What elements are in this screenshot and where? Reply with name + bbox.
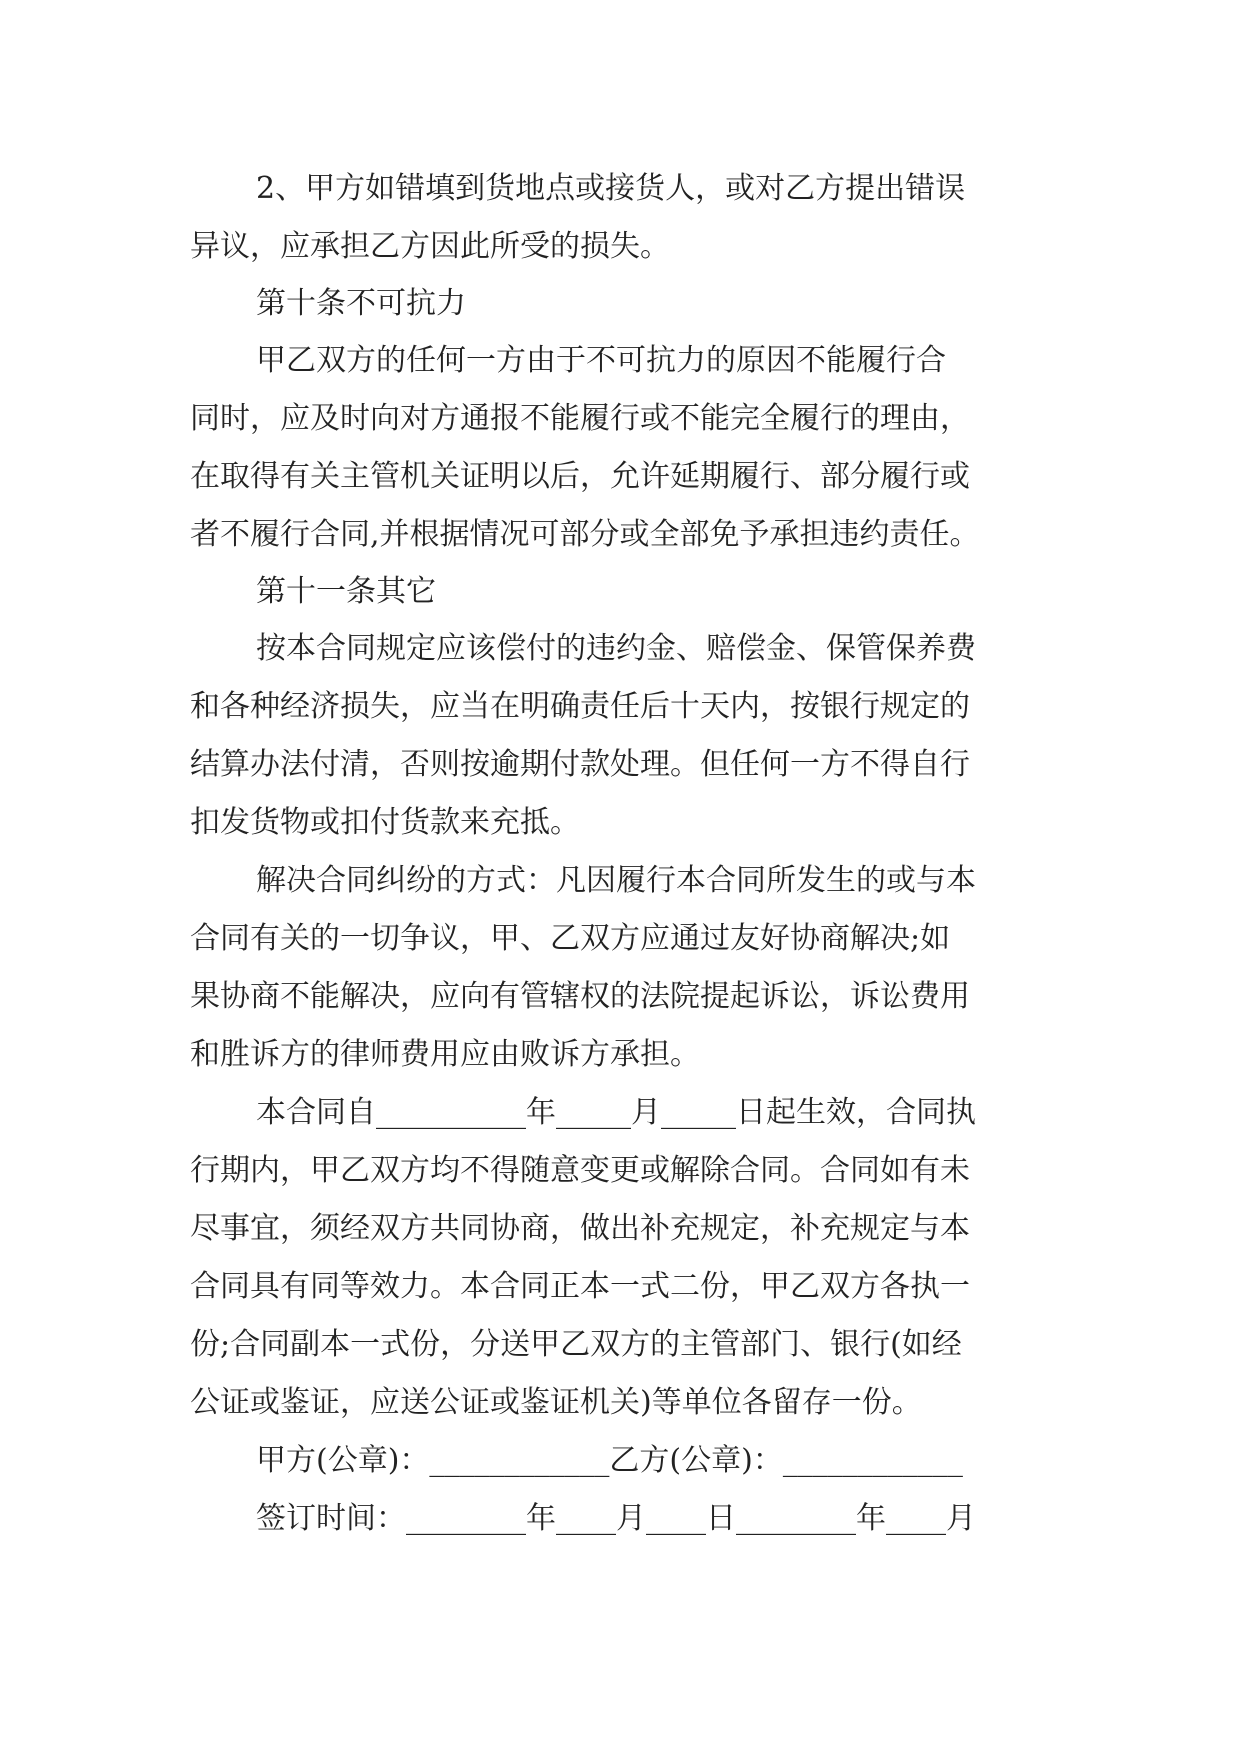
paragraph-line: 扣发货物或扣付货款来充抵。: [190, 805, 580, 840]
paragraph-line: 者不履行合同,并根据情况可部分或全部免予承担违约责任。: [190, 517, 980, 552]
paragraph-line: 解决合同纠纷的方式：凡因履行本合同所发生的或与本: [256, 863, 976, 898]
signature-line-date: 签订时间：________年____月____日________年____月: [256, 1501, 976, 1536]
paragraph-line: 合同有关的一切争议，甲、乙双方应通过友好协商解决;如: [190, 921, 951, 956]
signature-line-seals: 甲方(公章)：____________乙方(公章)：____________: [256, 1443, 963, 1478]
paragraph-line: 份;合同副本一式份，分送甲乙双方的主管部门、银行(如经: [190, 1327, 962, 1362]
paragraph-line: 2、甲方如错填到货地点或接货人，或对乙方提出错误: [256, 171, 966, 206]
section-heading: 第十一条其它: [256, 574, 436, 609]
paragraph-line: 异议，应承担乙方因此所受的损失。: [190, 229, 670, 264]
paragraph-line: 在取得有关主管机关证明以后，允许延期履行、部分履行或: [190, 459, 970, 494]
paragraph-line: 合同具有同等效力。本合同正本一式二份，甲乙双方各执一: [190, 1269, 970, 1304]
paragraph-line: 行期内，甲乙双方均不得随意变更或解除合同。合同如有未: [190, 1153, 970, 1188]
paragraph-line: 结算办法付清，否则按逾期付款处理。但任何一方不得自行: [190, 747, 970, 782]
paragraph-line: 公证或鉴证，应送公证或鉴证机关)等单位各留存一份。: [190, 1385, 922, 1420]
paragraph-line: 同时，应及时向对方通报不能履行或不能完全履行的理由，: [190, 401, 970, 436]
section-heading: 第十条不可抗力: [256, 286, 466, 321]
paragraph-line: 甲乙双方的任何一方由于不可抗力的原因不能履行合: [256, 343, 946, 378]
paragraph-line: 按本合同规定应该偿付的违约金、赔偿金、保管保养费: [256, 631, 976, 666]
paragraph-line: 和各种经济损失，应当在明确责任后十天内，按银行规定的: [190, 689, 970, 724]
paragraph-line: 尽事宜，须经双方共同协商，做出补充规定，补充规定与本: [190, 1211, 970, 1246]
document-body: [190, 160, 1050, 1548]
paragraph-line: 本合同自__________年_____月_____日起生效，合同执: [256, 1095, 976, 1130]
paragraph-line: 果协商不能解决，应向有管辖权的法院提起诉讼，诉讼费用: [190, 979, 970, 1014]
paragraph-line: 和胜诉方的律师费用应由败诉方承担。: [190, 1037, 700, 1072]
